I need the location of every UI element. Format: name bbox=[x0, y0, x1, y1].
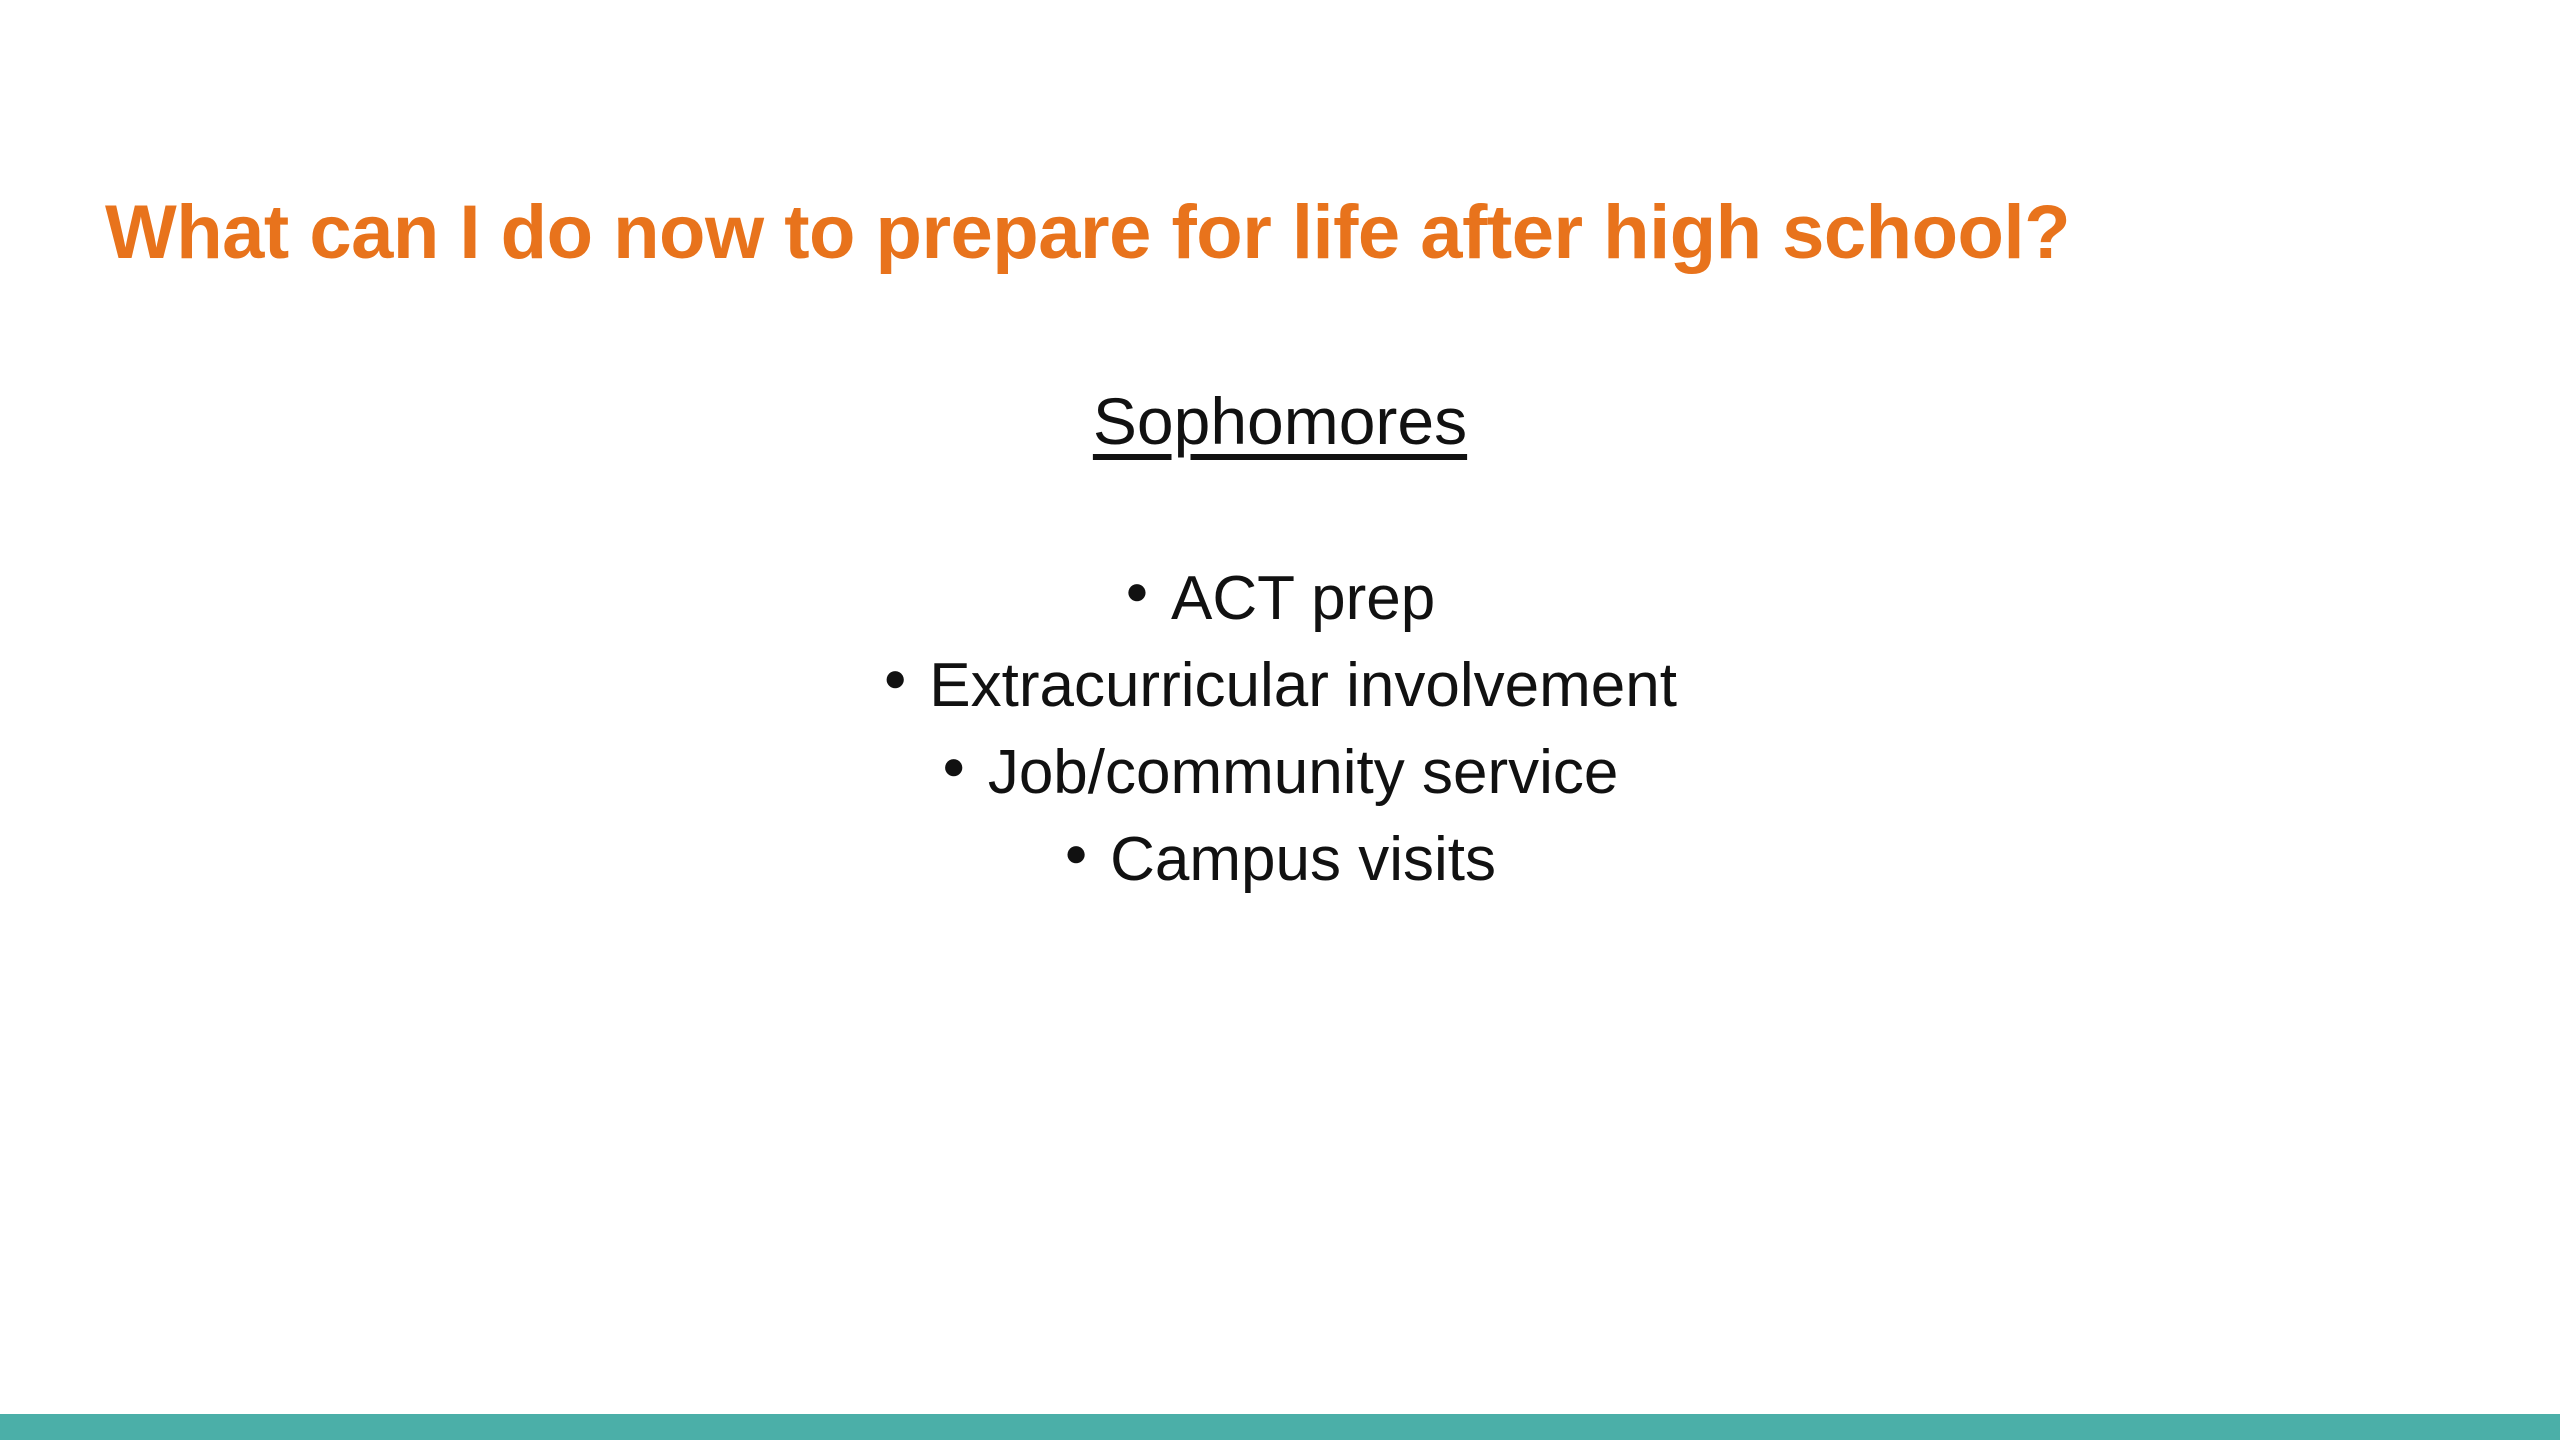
subheading: Sophomores bbox=[1092, 384, 1468, 458]
list-item bbox=[0, 553, 2560, 640]
bullet-dot-icon: ● bbox=[941, 743, 966, 788]
bullet-dot-icon: ● bbox=[883, 656, 908, 701]
page-title: What can I do now to prepare for life after high school? bbox=[105, 189, 2070, 275]
list-item-label: Extracurricular involvement bbox=[929, 650, 1677, 720]
bullet-dot-icon: ● bbox=[1124, 569, 1149, 614]
list-item-label: ACT prep bbox=[1170, 563, 1436, 633]
list-item-label: Campus visits bbox=[1110, 825, 1497, 895]
list-item bbox=[0, 727, 2560, 814]
slide-body bbox=[0, 380, 2560, 901]
list-item bbox=[0, 814, 2560, 901]
bullet-list bbox=[0, 553, 2560, 902]
bullet-dot-icon: ● bbox=[1063, 830, 1089, 875]
footer-accent-bar bbox=[0, 1414, 2560, 1440]
list-item bbox=[0, 640, 2560, 727]
list-item-label: Job/community service bbox=[987, 737, 1619, 807]
